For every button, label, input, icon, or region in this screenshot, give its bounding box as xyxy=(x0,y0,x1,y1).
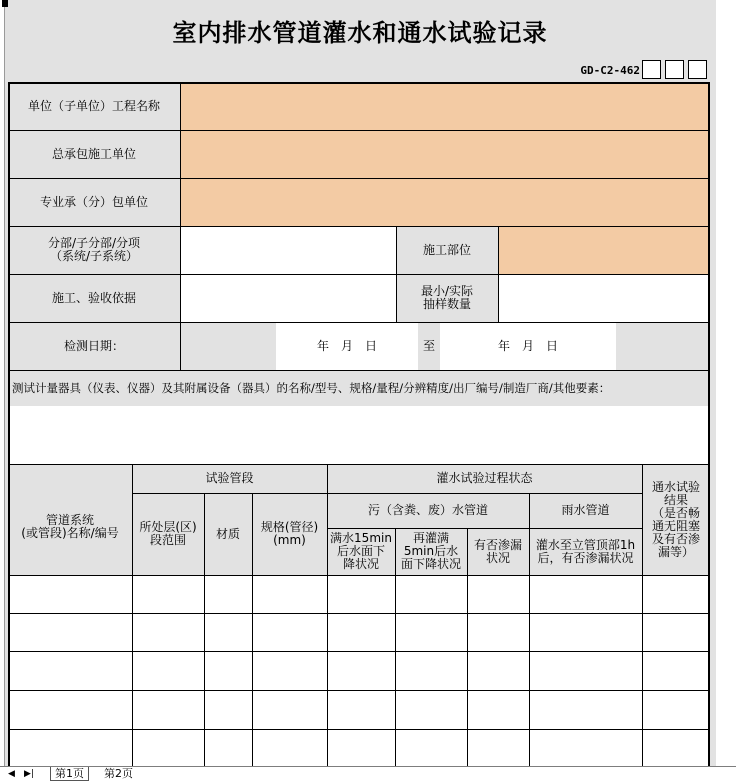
grid-line xyxy=(327,464,328,766)
spec-header: 规格(管径) (mm) xyxy=(252,493,327,575)
unit-project-name-label: 单位（子单位）工程名称 xyxy=(8,82,180,130)
instruments-label: 测试计量器具（仪表、仪器）及其附属设备（器具）的名称/型号、规格/量程/分辨精度/出厂编号/制造厂商/其他要素： xyxy=(8,370,710,406)
grid-line xyxy=(8,613,710,614)
material-header: 材质 xyxy=(204,493,252,575)
code-box-2[interactable] xyxy=(665,60,684,79)
construction-part-label: 施工部位 xyxy=(396,226,498,274)
sewage-leak-header: 有否渗漏 状况 xyxy=(467,528,529,575)
form-code: GD-C2-462 xyxy=(580,64,640,77)
filling-status-header: 灌水试验过程状态 xyxy=(327,464,642,493)
construction-part-input[interactable] xyxy=(498,226,710,274)
grid-line xyxy=(132,464,133,766)
specialty-contractor-input[interactable] xyxy=(180,178,710,226)
sheet-tab-1[interactable]: 第1页 xyxy=(50,767,89,781)
code-box-1[interactable] xyxy=(642,60,661,79)
test-date-label: 检测日期： xyxy=(8,322,180,370)
right-margin xyxy=(716,0,736,766)
general-contractor-label: 总承包施工单位 xyxy=(8,130,180,178)
grid-line xyxy=(8,178,710,179)
grid-line xyxy=(8,130,710,131)
instruments-input[interactable] xyxy=(8,406,710,464)
last-sheet-icon[interactable]: ▶| xyxy=(24,769,34,779)
grid-line xyxy=(642,464,643,766)
grid-line xyxy=(204,493,205,766)
test-date-tail xyxy=(616,322,710,370)
grid-line xyxy=(529,493,530,766)
grid-line xyxy=(467,528,468,766)
unit-project-name-input[interactable] xyxy=(180,82,710,130)
date-to-separator: 至 xyxy=(418,322,440,370)
rain-leak-header: 灌水至立管顶部1h 后，有否渗漏状况 xyxy=(529,528,642,575)
sheet-tab-bar xyxy=(0,766,736,781)
subdivision-input[interactable] xyxy=(180,226,396,274)
grid-line xyxy=(396,226,397,322)
grid-line xyxy=(252,493,253,766)
rain-pipe-header: 雨水管道 xyxy=(529,493,642,528)
grid-line xyxy=(8,322,710,323)
grid-line xyxy=(8,464,710,465)
grid-line xyxy=(8,690,710,691)
grid-line xyxy=(8,370,710,371)
grid-line xyxy=(132,493,642,494)
grid-line xyxy=(327,528,642,529)
sewage-5min-header: 再灌满 5min后水 面下降状况 xyxy=(395,528,467,575)
test-date-pad xyxy=(180,322,276,370)
row-header-strip xyxy=(0,0,5,766)
flow-result-header: 通水试验 结果 （是否畅 通无阻塞 及有否渗 漏等） xyxy=(642,464,710,575)
date-to-input[interactable]: 年 月 日 xyxy=(440,322,616,370)
pipe-system-header: 管道系统 (或管段)名称/编号 xyxy=(8,464,132,575)
test-section-header: 试验管段 xyxy=(132,464,327,493)
grid-line xyxy=(8,575,710,576)
basis-input[interactable] xyxy=(180,274,396,322)
basis-label: 施工、验收依据 xyxy=(8,274,180,322)
prev-sheet-icon[interactable]: ◀ xyxy=(8,769,15,779)
subdivision-label: 分部/子分部/分项 （系统/子系统） xyxy=(8,226,180,274)
data-rows-area[interactable] xyxy=(8,575,710,766)
grid-line xyxy=(8,226,710,227)
grid-line xyxy=(498,226,499,322)
grid-line xyxy=(8,729,710,730)
date-from-input[interactable]: 年 月 日 xyxy=(276,322,418,370)
grid-line xyxy=(8,651,710,652)
select-all-corner[interactable] xyxy=(2,0,8,7)
sheet-tab-2[interactable]: 第2页 xyxy=(104,767,133,780)
general-contractor-input[interactable] xyxy=(180,130,710,178)
sewage-15min-header: 满水15min 后水面下 降状况 xyxy=(327,528,395,575)
code-box-3[interactable] xyxy=(688,60,707,79)
grid-line xyxy=(180,82,181,370)
grid-line xyxy=(8,274,710,275)
grid-line xyxy=(395,528,396,766)
sample-count-input[interactable] xyxy=(498,274,710,322)
floor-range-header: 所处层(区) 段范围 xyxy=(132,493,204,575)
sample-count-label: 最小/实际 抽样数量 xyxy=(396,274,498,322)
specialty-contractor-label: 专业承（分）包单位 xyxy=(8,178,180,226)
form-title: 室内排水管道灌水和通水试验记录 xyxy=(172,18,548,47)
sewage-pipe-header: 污（含粪、废）水管道 xyxy=(327,493,529,528)
